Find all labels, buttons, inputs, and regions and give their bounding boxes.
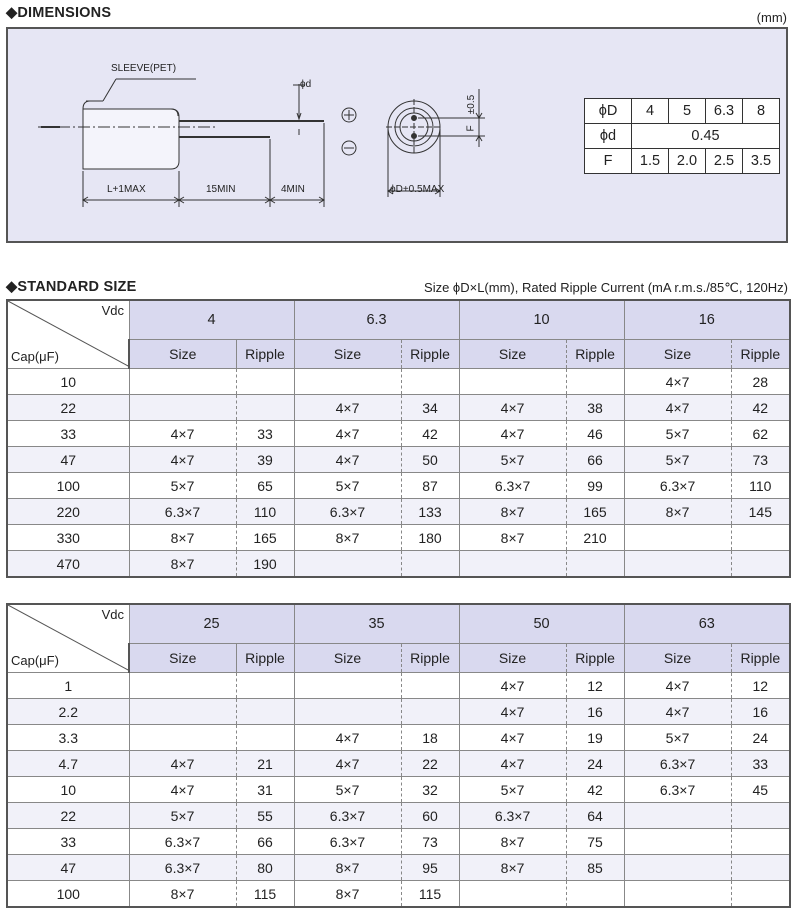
table-row xyxy=(7,751,790,777)
dimensions-cell: 4 xyxy=(632,99,669,124)
table-row xyxy=(7,395,790,421)
ripple-cell: 62 xyxy=(731,421,790,447)
capacitance-cell: 47 xyxy=(7,447,129,473)
ripple-cell: 115 xyxy=(236,881,294,908)
size-cell xyxy=(459,881,566,908)
ripple-cell xyxy=(731,525,790,551)
capacitance-cell: 10 xyxy=(7,777,129,803)
ripple-cell: 24 xyxy=(731,725,790,751)
size-cell xyxy=(459,369,566,395)
size-cell: 8×7 xyxy=(459,855,566,881)
ripple-cell xyxy=(731,803,790,829)
capacitance-cell: 1 xyxy=(7,673,129,699)
ripple-cell xyxy=(236,725,294,751)
voltage-header-row xyxy=(7,300,790,340)
dimensions-table xyxy=(584,98,780,174)
ripple-cell xyxy=(566,369,624,395)
capacitance-cell: 3.3 xyxy=(7,725,129,751)
size-cell: 6.3×7 xyxy=(624,473,731,499)
ripple-cell xyxy=(401,369,459,395)
capacitance-label: Cap(μF) xyxy=(11,653,59,668)
dimensions-panel xyxy=(6,27,788,243)
capacitance-cell: 330 xyxy=(7,525,129,551)
standard-size-table-1 xyxy=(6,299,791,578)
standard-size-table-2 xyxy=(6,603,791,908)
ripple-cell: 99 xyxy=(566,473,624,499)
ripple-cell xyxy=(236,369,294,395)
size-cell: 5×7 xyxy=(294,473,401,499)
voltage-header: 16 xyxy=(624,300,790,340)
dimensions-row xyxy=(585,149,780,174)
size-cell: 6.3×7 xyxy=(294,803,401,829)
size-cell: 4×7 xyxy=(129,751,236,777)
voltage-header: 35 xyxy=(294,604,459,644)
ripple-cell: 18 xyxy=(401,725,459,751)
size-cell: 5×7 xyxy=(624,421,731,447)
size-cell xyxy=(294,551,401,578)
size-cell: 8×7 xyxy=(459,499,566,525)
dimensions-cell: 2.0 xyxy=(669,149,706,174)
body-diameter-label: ϕD+0.5MAX xyxy=(390,184,445,195)
standard-size-title: ◆STANDARD SIZE xyxy=(6,279,137,295)
table-row xyxy=(7,421,790,447)
size-cell: 4×7 xyxy=(294,751,401,777)
size-cell: 8×7 xyxy=(459,829,566,855)
size-cell: 4×7 xyxy=(459,395,566,421)
ripple-header: Ripple xyxy=(401,644,459,673)
ripple-cell: 66 xyxy=(566,447,624,473)
ripple-cell: 55 xyxy=(236,803,294,829)
size-cell xyxy=(129,725,236,751)
ripple-cell: 115 xyxy=(401,881,459,908)
size-cell: 4×7 xyxy=(294,421,401,447)
size-cell: 5×7 xyxy=(624,725,731,751)
voltage-header: 6.3 xyxy=(294,300,459,340)
size-cell: 4×7 xyxy=(459,751,566,777)
size-cell: 5×7 xyxy=(459,447,566,473)
dimensions-cell: 3.5 xyxy=(743,149,780,174)
size-header: Size xyxy=(459,644,566,673)
capacitance-cell: 4.7 xyxy=(7,751,129,777)
size-cell xyxy=(129,395,236,421)
ripple-cell: 45 xyxy=(731,777,790,803)
table-row xyxy=(7,473,790,499)
ripple-cell xyxy=(401,699,459,725)
size-cell: 8×7 xyxy=(129,881,236,908)
table-row xyxy=(7,881,790,908)
dimensions-cell: 0.45 xyxy=(632,124,780,149)
size-cell: 4×7 xyxy=(129,421,236,447)
capacitance-cell: 2.2 xyxy=(7,699,129,725)
size-cell xyxy=(129,369,236,395)
ripple-cell: 145 xyxy=(731,499,790,525)
size-cell xyxy=(624,829,731,855)
table-row xyxy=(7,551,790,578)
voltage-header: 63 xyxy=(624,604,790,644)
ripple-cell: 22 xyxy=(401,751,459,777)
size-header: Size xyxy=(294,340,401,369)
size-cell xyxy=(459,551,566,578)
voltage-header: 4 xyxy=(129,300,294,340)
capacitance-cell: 22 xyxy=(7,803,129,829)
voltage-header: 50 xyxy=(459,604,624,644)
size-cell: 4×7 xyxy=(294,447,401,473)
capacitance-cell: 220 xyxy=(7,499,129,525)
ripple-cell: 42 xyxy=(401,421,459,447)
ripple-cell xyxy=(731,855,790,881)
ripple-cell: 42 xyxy=(731,395,790,421)
table-row xyxy=(7,699,790,725)
size-cell xyxy=(624,855,731,881)
dimensions-cell: 6.3 xyxy=(706,99,743,124)
ripple-header: Ripple xyxy=(566,340,624,369)
dimensions-row-label: ϕd xyxy=(585,124,632,149)
ripple-cell: 21 xyxy=(236,751,294,777)
ripple-cell xyxy=(236,673,294,699)
ripple-cell xyxy=(236,395,294,421)
size-cell xyxy=(129,699,236,725)
ripple-cell: 33 xyxy=(236,421,294,447)
tolerance-label: ±0.5 xyxy=(466,94,478,115)
lead-length-label: 15MIN xyxy=(206,184,236,195)
size-header: Size xyxy=(624,644,731,673)
size-cell: 4×7 xyxy=(294,395,401,421)
ripple-cell: 180 xyxy=(401,525,459,551)
ripple-cell: 39 xyxy=(236,447,294,473)
table-row xyxy=(7,499,790,525)
size-cell xyxy=(624,803,731,829)
dimensions-row-label: F xyxy=(585,149,632,174)
dimensions-cell: 1.5 xyxy=(632,149,669,174)
ripple-cell: 33 xyxy=(731,751,790,777)
capacitance-cell: 47 xyxy=(7,855,129,881)
ripple-cell: 24 xyxy=(566,751,624,777)
dimensions-row-label: ϕD xyxy=(585,99,632,124)
ripple-cell: 60 xyxy=(401,803,459,829)
size-cell: 6.3×7 xyxy=(294,829,401,855)
lead-spacing-label: F xyxy=(465,125,477,132)
dimensions-cell: 2.5 xyxy=(706,149,743,174)
ripple-cell xyxy=(401,673,459,699)
capacitance-cell: 33 xyxy=(7,829,129,855)
size-cell: 6.3×7 xyxy=(459,473,566,499)
size-cell: 6.3×7 xyxy=(129,499,236,525)
size-cell: 6.3×7 xyxy=(129,829,236,855)
ripple-cell: 16 xyxy=(566,699,624,725)
size-cell xyxy=(294,699,401,725)
ripple-cell xyxy=(731,551,790,578)
dimensions-cell: 5 xyxy=(669,99,706,124)
ripple-header: Ripple xyxy=(236,340,294,369)
size-cell xyxy=(624,881,731,908)
ripple-cell: 42 xyxy=(566,777,624,803)
capacitor-body xyxy=(83,109,179,169)
table-row xyxy=(7,525,790,551)
ripple-cell xyxy=(731,881,790,908)
ripple-cell: 210 xyxy=(566,525,624,551)
capacitance-cell: 100 xyxy=(7,881,129,908)
ripple-header: Ripple xyxy=(401,340,459,369)
sleeve-label: SLEEVE(PET) xyxy=(111,63,177,74)
ripple-cell: 85 xyxy=(566,855,624,881)
size-cell: 6.3×7 xyxy=(294,499,401,525)
size-cell: 4×7 xyxy=(294,725,401,751)
ripple-header: Ripple xyxy=(566,644,624,673)
ripple-cell: 12 xyxy=(731,673,790,699)
size-cell: 8×7 xyxy=(129,551,236,578)
ripple-cell: 110 xyxy=(731,473,790,499)
lead-diameter-label: ϕd xyxy=(300,79,312,90)
table-row xyxy=(7,777,790,803)
ripple-cell: 28 xyxy=(731,369,790,395)
ripple-cell: 46 xyxy=(566,421,624,447)
vdc-label: Vdc xyxy=(101,607,124,622)
size-header: Size xyxy=(294,644,401,673)
dimensions-row xyxy=(585,124,780,149)
size-cell: 4×7 xyxy=(624,395,731,421)
size-cell: 8×7 xyxy=(129,525,236,551)
ripple-cell xyxy=(401,551,459,578)
size-header: Size xyxy=(129,644,236,673)
size-cell: 4×7 xyxy=(624,699,731,725)
table-corner xyxy=(7,300,129,369)
size-cell: 8×7 xyxy=(624,499,731,525)
voltage-header-row xyxy=(7,604,790,644)
size-cell: 4×7 xyxy=(459,699,566,725)
ripple-cell xyxy=(566,551,624,578)
size-cell: 6.3×7 xyxy=(624,751,731,777)
capacitance-cell: 10 xyxy=(7,369,129,395)
ripple-cell: 32 xyxy=(401,777,459,803)
ripple-cell: 73 xyxy=(401,829,459,855)
size-cell xyxy=(624,551,731,578)
ripple-cell: 95 xyxy=(401,855,459,881)
table-row xyxy=(7,855,790,881)
table-row xyxy=(7,447,790,473)
ripple-cell: 38 xyxy=(566,395,624,421)
size-cell: 6.3×7 xyxy=(459,803,566,829)
lead-offset-label: 4MIN xyxy=(281,184,305,195)
size-cell: 4×7 xyxy=(129,777,236,803)
ripple-cell: 50 xyxy=(401,447,459,473)
size-cell: 4×7 xyxy=(624,369,731,395)
size-cell: 6.3×7 xyxy=(624,777,731,803)
size-cell: 5×7 xyxy=(624,447,731,473)
dimensions-row xyxy=(585,99,780,124)
ripple-cell: 190 xyxy=(236,551,294,578)
capacitance-cell: 22 xyxy=(7,395,129,421)
ripple-header: Ripple xyxy=(731,644,790,673)
ripple-cell: 75 xyxy=(566,829,624,855)
size-cell xyxy=(129,673,236,699)
ripple-cell: 133 xyxy=(401,499,459,525)
dimensions-unit: (mm) xyxy=(756,10,787,25)
table-row xyxy=(7,369,790,395)
ripple-cell: 19 xyxy=(566,725,624,751)
voltage-header: 25 xyxy=(129,604,294,644)
dimensions-cell: 8 xyxy=(743,99,780,124)
voltage-header: 10 xyxy=(459,300,624,340)
vdc-label: Vdc xyxy=(101,303,124,318)
ripple-cell: 16 xyxy=(731,699,790,725)
table-row xyxy=(7,673,790,699)
size-cell: 4×7 xyxy=(459,421,566,447)
size-cell: 4×7 xyxy=(129,447,236,473)
ripple-cell: 12 xyxy=(566,673,624,699)
ripple-header: Ripple xyxy=(236,644,294,673)
size-cell: 8×7 xyxy=(294,525,401,551)
ripple-cell xyxy=(236,699,294,725)
size-header: Size xyxy=(129,340,236,369)
ripple-cell: 66 xyxy=(236,829,294,855)
table-row xyxy=(7,725,790,751)
size-header: Size xyxy=(459,340,566,369)
ripple-cell: 73 xyxy=(731,447,790,473)
size-cell: 5×7 xyxy=(129,473,236,499)
size-cell: 8×7 xyxy=(459,525,566,551)
size-cell: 4×7 xyxy=(624,673,731,699)
ripple-cell: 110 xyxy=(236,499,294,525)
capacitance-cell: 470 xyxy=(7,551,129,578)
dimensions-title: ◆DIMENSIONS xyxy=(6,5,112,21)
capacitance-cell: 100 xyxy=(7,473,129,499)
capacitance-label: Cap(μF) xyxy=(11,349,59,364)
ripple-cell: 64 xyxy=(566,803,624,829)
standard-size-note: Size ϕD×L(mm), Rated Ripple Current (mA r.m.s./85℃, 120Hz) xyxy=(424,280,788,295)
ripple-header: Ripple xyxy=(731,340,790,369)
size-cell: 5×7 xyxy=(294,777,401,803)
length-label: L+1MAX xyxy=(107,184,146,195)
size-cell: 8×7 xyxy=(294,881,401,908)
size-cell: 4×7 xyxy=(459,725,566,751)
size-cell xyxy=(294,369,401,395)
ripple-cell: 65 xyxy=(236,473,294,499)
size-cell xyxy=(294,673,401,699)
table-row xyxy=(7,803,790,829)
table-corner xyxy=(7,604,129,673)
size-cell: 4×7 xyxy=(459,673,566,699)
size-cell: 8×7 xyxy=(294,855,401,881)
ripple-cell xyxy=(566,881,624,908)
ripple-cell: 87 xyxy=(401,473,459,499)
ripple-cell xyxy=(731,829,790,855)
size-header: Size xyxy=(624,340,731,369)
ripple-cell: 165 xyxy=(236,525,294,551)
size-cell xyxy=(624,525,731,551)
ripple-cell: 34 xyxy=(401,395,459,421)
ripple-cell: 31 xyxy=(236,777,294,803)
size-cell: 5×7 xyxy=(459,777,566,803)
size-cell: 5×7 xyxy=(129,803,236,829)
size-cell: 6.3×7 xyxy=(129,855,236,881)
ripple-cell: 165 xyxy=(566,499,624,525)
table-row xyxy=(7,829,790,855)
capacitance-cell: 33 xyxy=(7,421,129,447)
ripple-cell: 80 xyxy=(236,855,294,881)
